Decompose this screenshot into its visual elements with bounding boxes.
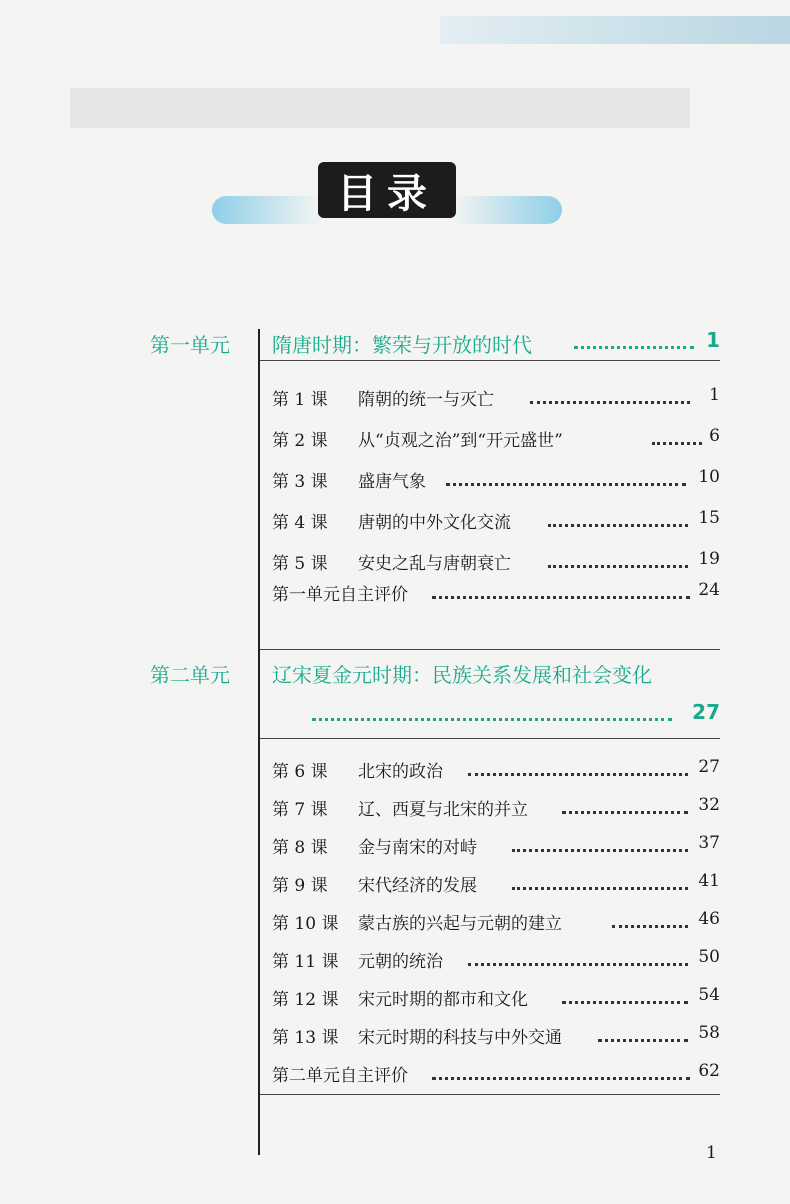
toc-row-review[interactable] xyxy=(272,1057,720,1087)
unit-label: 第二单元 xyxy=(150,662,230,687)
toc-row[interactable] xyxy=(272,463,720,493)
lesson-page-number: 37 xyxy=(698,833,720,853)
unit-heading-1 xyxy=(150,328,720,358)
lesson-title: 北宋的政治 xyxy=(358,762,443,782)
lesson-number: 第 6 课 xyxy=(272,762,328,782)
unit-label: 第一单元 xyxy=(150,332,230,357)
dot-leader xyxy=(312,716,672,721)
page-number: 1 xyxy=(706,1143,717,1163)
lesson-page-number: 50 xyxy=(698,947,720,967)
lesson-page-number: 46 xyxy=(698,909,720,929)
bleed-through-band xyxy=(70,88,690,128)
dot-leader xyxy=(548,563,688,568)
lesson-title: 隋朝的统一与灭亡 xyxy=(358,390,494,410)
lesson-number: 第 10 课 xyxy=(272,914,339,934)
toc-row[interactable] xyxy=(272,867,720,897)
lesson-page-number: 6 xyxy=(709,426,720,446)
lesson-number: 第 7 课 xyxy=(272,800,328,820)
lesson-title: 唐朝的中外文化交流 xyxy=(358,513,511,533)
lesson-number: 第 2 课 xyxy=(272,431,328,451)
lesson-number: 第 5 课 xyxy=(272,554,328,574)
lesson-page-number: 58 xyxy=(698,1023,720,1043)
unit-title: 辽宋夏金元时期：民族关系发展和社会变化 xyxy=(272,662,652,687)
unit-rule xyxy=(260,738,720,739)
dot-leader xyxy=(574,344,694,349)
dot-leader xyxy=(562,809,688,814)
unit-title: 隋唐时期：繁荣与开放的时代 xyxy=(272,332,532,357)
lesson-title: 宋元时期的都市和文化 xyxy=(358,990,528,1010)
lesson-number: 第 9 课 xyxy=(272,876,328,896)
lesson-number: 第 8 课 xyxy=(272,838,328,858)
lesson-number: 第 11 课 xyxy=(272,952,339,972)
unit-heading-2 xyxy=(150,658,720,688)
dot-leader xyxy=(530,399,690,404)
unit-page-number: 1 xyxy=(706,328,720,352)
toc-row[interactable] xyxy=(272,504,720,534)
lesson-number: 第 12 课 xyxy=(272,990,339,1010)
toc-row[interactable] xyxy=(272,829,720,859)
page-title: 目录 xyxy=(318,162,456,218)
toc-row[interactable] xyxy=(272,905,720,935)
lesson-title: 金与南宋的对峙 xyxy=(358,838,477,858)
review-title: 第一单元自主评价 xyxy=(272,585,408,605)
dot-leader xyxy=(562,999,688,1004)
title-wave-left-decoration xyxy=(212,196,322,224)
lesson-number: 第 4 课 xyxy=(272,513,328,533)
lesson-title: 从“贞观之治”到“开元盛世” xyxy=(358,431,563,451)
lesson-page-number: 27 xyxy=(698,757,720,777)
lesson-title: 辽、西夏与北宋的并立 xyxy=(358,800,528,820)
lesson-title: 元朝的统治 xyxy=(358,952,443,972)
toc-row[interactable] xyxy=(272,943,720,973)
unit-rule xyxy=(260,1094,720,1095)
lesson-number: 第 1 课 xyxy=(272,390,328,410)
lesson-page-number: 32 xyxy=(698,795,720,815)
lesson-page-number: 41 xyxy=(698,871,720,891)
dot-leader xyxy=(468,771,688,776)
dot-leader xyxy=(512,885,688,890)
unit-rule xyxy=(260,360,720,361)
unit-rule xyxy=(260,649,720,650)
lesson-title: 宋代经济的发展 xyxy=(358,876,477,896)
lesson-title: 盛唐气象 xyxy=(358,472,426,492)
lesson-title: 蒙古族的兴起与元朝的建立 xyxy=(358,914,562,934)
review-page-number: 62 xyxy=(698,1061,720,1081)
title-wave-right-decoration xyxy=(452,196,562,224)
unit-heading-2-page-line xyxy=(272,700,720,730)
dot-leader xyxy=(512,847,688,852)
lesson-number: 第 13 课 xyxy=(272,1028,339,1048)
toc-row[interactable] xyxy=(272,381,720,411)
toc-row[interactable] xyxy=(272,545,720,575)
lesson-title: 宋元时期的科技与中外交通 xyxy=(358,1028,562,1048)
dot-leader xyxy=(432,594,690,599)
toc-row[interactable] xyxy=(272,1019,720,1049)
lesson-page-number: 19 xyxy=(698,549,720,569)
lesson-page-number: 10 xyxy=(698,467,720,487)
toc-row[interactable] xyxy=(272,981,720,1011)
toc-row[interactable] xyxy=(272,753,720,783)
dot-leader xyxy=(652,440,702,445)
header-band-decoration xyxy=(440,16,790,44)
toc-row[interactable] xyxy=(272,791,720,821)
dot-leader xyxy=(432,1075,690,1080)
lesson-page-number: 1 xyxy=(709,385,720,405)
review-page-number: 24 xyxy=(698,580,720,600)
lesson-page-number: 15 xyxy=(698,508,720,528)
dot-leader xyxy=(548,522,688,527)
review-title: 第二单元自主评价 xyxy=(272,1066,408,1086)
toc-row[interactable] xyxy=(272,422,720,452)
dot-leader xyxy=(612,923,688,928)
lesson-title: 安史之乱与唐朝衰亡 xyxy=(358,554,511,574)
toc-row-review[interactable] xyxy=(272,576,720,606)
vertical-divider xyxy=(258,329,260,1155)
unit-page-number: 27 xyxy=(692,700,720,724)
lesson-page-number: 54 xyxy=(698,985,720,1005)
dot-leader xyxy=(468,961,688,966)
lesson-number: 第 3 课 xyxy=(272,472,328,492)
dot-leader xyxy=(598,1037,688,1042)
dot-leader xyxy=(446,481,686,486)
